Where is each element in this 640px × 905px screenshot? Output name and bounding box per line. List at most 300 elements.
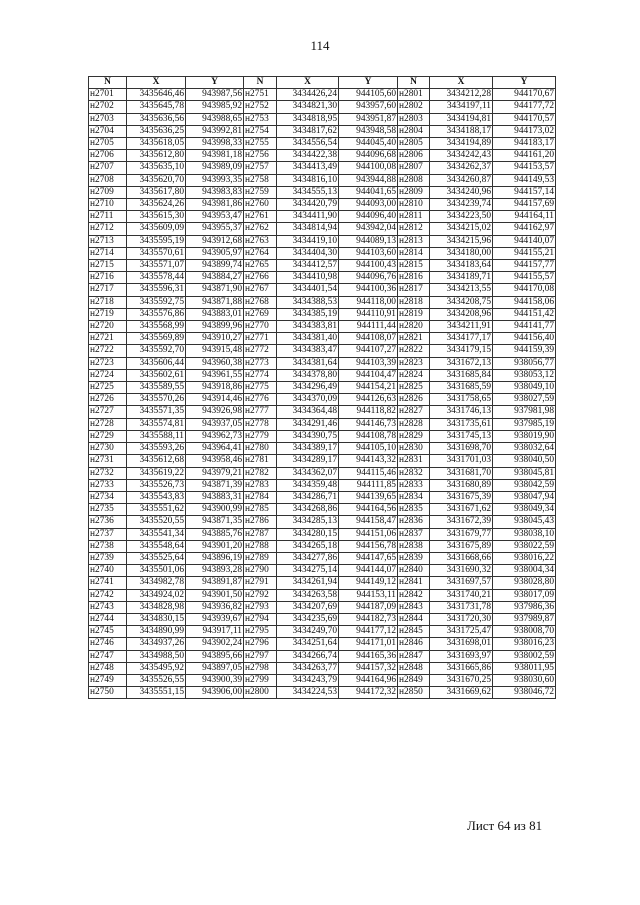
table-row bbox=[89, 687, 556, 699]
table-row bbox=[89, 443, 556, 455]
cell-x-value: 3435612,80 bbox=[127, 150, 186, 162]
table-row bbox=[89, 577, 556, 589]
cell-point-id: н2726 bbox=[89, 394, 127, 406]
cell-x-value: 3431665,86 bbox=[430, 662, 493, 674]
cell-x-value: 3434263,77 bbox=[277, 662, 339, 674]
cell-point-id: н2706 bbox=[89, 150, 127, 162]
cell-point-id: н2783 bbox=[244, 479, 277, 491]
cell-point-id: н2842 bbox=[398, 589, 430, 601]
cell-point-id: н2712 bbox=[89, 223, 127, 235]
cell-x-value: 3435593,26 bbox=[127, 443, 186, 455]
cell-point-id: н2745 bbox=[89, 626, 127, 638]
cell-y-value: 938049,34 bbox=[493, 504, 556, 516]
cell-point-id: н2834 bbox=[398, 491, 430, 503]
cell-y-value: 944164,96 bbox=[339, 674, 398, 686]
cell-point-id: н2754 bbox=[244, 125, 277, 137]
cell-y-value: 944164,56 bbox=[339, 504, 398, 516]
cell-point-id: н2830 bbox=[398, 443, 430, 455]
cell-point-id: н2810 bbox=[398, 199, 430, 211]
cell-point-id: н2846 bbox=[398, 638, 430, 650]
cell-y-value: 943953,47 bbox=[186, 211, 244, 223]
cell-x-value: 3435636,56 bbox=[127, 113, 186, 125]
table-row bbox=[89, 650, 556, 662]
cell-point-id: н2719 bbox=[89, 308, 127, 320]
column-header-n: N bbox=[398, 77, 430, 89]
cell-point-id: н2759 bbox=[244, 186, 277, 198]
column-header-n: N bbox=[244, 77, 277, 89]
table-row bbox=[89, 186, 556, 198]
cell-x-value: 3431725,47 bbox=[430, 626, 493, 638]
cell-y-value: 944096,68 bbox=[339, 150, 398, 162]
cell-x-value: 3434404,30 bbox=[277, 247, 339, 259]
cell-point-id: н2746 bbox=[89, 638, 127, 650]
cell-y-value: 943939,67 bbox=[186, 613, 244, 625]
cell-point-id: н2806 bbox=[398, 150, 430, 162]
cell-y-value: 944103,39 bbox=[339, 357, 398, 369]
cell-y-value: 944157,32 bbox=[339, 662, 398, 674]
table-row bbox=[89, 321, 556, 333]
cell-y-value: 944110,91 bbox=[339, 308, 398, 320]
cell-point-id: н2741 bbox=[89, 577, 127, 589]
cell-x-value: 3435571,35 bbox=[127, 406, 186, 418]
cell-point-id: н2710 bbox=[89, 199, 127, 211]
cell-x-value: 3434177,17 bbox=[430, 333, 493, 345]
cell-x-value: 3434194,89 bbox=[430, 138, 493, 150]
cell-x-value: 3434381,64 bbox=[277, 357, 339, 369]
cell-y-value: 943993,35 bbox=[186, 174, 244, 186]
cell-point-id: н2770 bbox=[244, 321, 277, 333]
cell-x-value: 3434389,17 bbox=[277, 443, 339, 455]
cell-y-value: 944105,10 bbox=[339, 443, 398, 455]
cell-point-id: н2748 bbox=[89, 662, 127, 674]
cell-point-id: н2822 bbox=[398, 345, 430, 357]
page-number: 114 bbox=[310, 38, 330, 53]
cell-point-id: н2737 bbox=[89, 528, 127, 540]
cell-x-value: 3434243,79 bbox=[277, 674, 339, 686]
cell-x-value: 3435596,31 bbox=[127, 284, 186, 296]
cell-point-id: н2733 bbox=[89, 479, 127, 491]
cell-y-value: 937981,98 bbox=[493, 406, 556, 418]
cell-y-value: 943896,19 bbox=[186, 552, 244, 564]
cell-point-id: н2735 bbox=[89, 504, 127, 516]
cell-x-value: 3435609,09 bbox=[127, 223, 186, 235]
cell-point-id: н2833 bbox=[398, 479, 430, 491]
cell-y-value: 944118,82 bbox=[339, 406, 398, 418]
cell-y-value: 943983,83 bbox=[186, 186, 244, 198]
cell-point-id: н2723 bbox=[89, 357, 127, 369]
cell-point-id: н2762 bbox=[244, 223, 277, 235]
cell-point-id: н2743 bbox=[89, 601, 127, 613]
cell-y-value: 944147,65 bbox=[339, 552, 398, 564]
cell-x-value: 3434251,64 bbox=[277, 638, 339, 650]
cell-x-value: 3434266,74 bbox=[277, 650, 339, 662]
cell-point-id: н2813 bbox=[398, 235, 430, 247]
cell-y-value: 943985,92 bbox=[186, 101, 244, 113]
cell-point-id: н2730 bbox=[89, 443, 127, 455]
cell-point-id: н2705 bbox=[89, 138, 127, 150]
cell-x-value: 3434235,69 bbox=[277, 613, 339, 625]
column-header-y: Y bbox=[493, 77, 556, 89]
cell-y-value: 944158,47 bbox=[339, 516, 398, 528]
cell-x-value: 3434212,28 bbox=[430, 89, 493, 101]
cell-x-value: 3434890,99 bbox=[127, 626, 186, 638]
cell-x-value: 3431698,01 bbox=[430, 638, 493, 650]
cell-y-value: 944182,73 bbox=[339, 613, 398, 625]
table-row bbox=[89, 504, 556, 516]
cell-point-id: н2797 bbox=[244, 650, 277, 662]
cell-point-id: н2709 bbox=[89, 186, 127, 198]
table-row bbox=[89, 138, 556, 150]
cell-x-value: 3434207,69 bbox=[277, 601, 339, 613]
cell-point-id: н2804 bbox=[398, 125, 430, 137]
cell-point-id: н2812 bbox=[398, 223, 430, 235]
cell-y-value: 943899,96 bbox=[186, 321, 244, 333]
cell-y-value: 944151,06 bbox=[339, 528, 398, 540]
cell-y-value: 938047,94 bbox=[493, 491, 556, 503]
table-row bbox=[89, 516, 556, 528]
cell-point-id: н2711 bbox=[89, 211, 127, 223]
cell-x-value: 3435589,55 bbox=[127, 382, 186, 394]
cell-point-id: н2771 bbox=[244, 333, 277, 345]
cell-point-id: н2828 bbox=[398, 418, 430, 430]
cell-x-value: 3431701,03 bbox=[430, 455, 493, 467]
cell-x-value: 3434388,53 bbox=[277, 296, 339, 308]
cell-point-id: н2742 bbox=[89, 589, 127, 601]
table-row bbox=[89, 272, 556, 284]
cell-x-value: 3434208,96 bbox=[430, 308, 493, 320]
table-row bbox=[89, 552, 556, 564]
cell-x-value: 3434420,79 bbox=[277, 199, 339, 211]
cell-y-value: 943962,73 bbox=[186, 430, 244, 442]
cell-y-value: 943895,66 bbox=[186, 650, 244, 662]
cell-y-value: 943893,28 bbox=[186, 565, 244, 577]
cell-point-id: н2752 bbox=[244, 101, 277, 113]
cell-y-value: 944045,40 bbox=[339, 138, 398, 150]
cell-y-value: 944107,27 bbox=[339, 345, 398, 357]
cell-point-id: н2815 bbox=[398, 260, 430, 272]
cell-point-id: н2803 bbox=[398, 113, 430, 125]
cell-x-value: 3431693,97 bbox=[430, 650, 493, 662]
cell-x-value: 3435612,68 bbox=[127, 455, 186, 467]
cell-y-value: 938030,60 bbox=[493, 674, 556, 686]
cell-y-value: 943871,39 bbox=[186, 479, 244, 491]
cell-x-value: 3435606,44 bbox=[127, 357, 186, 369]
cell-point-id: н2738 bbox=[89, 540, 127, 552]
cell-y-value: 944096,40 bbox=[339, 211, 398, 223]
cell-y-value: 944164,11 bbox=[493, 211, 556, 223]
cell-point-id: н2802 bbox=[398, 101, 430, 113]
cell-point-id: н2740 bbox=[89, 565, 127, 577]
cell-y-value: 943891,87 bbox=[186, 577, 244, 589]
cell-x-value: 3434262,37 bbox=[430, 162, 493, 174]
cell-y-value: 943958,46 bbox=[186, 455, 244, 467]
cell-y-value: 944105,60 bbox=[339, 89, 398, 101]
cell-y-value: 938056,77 bbox=[493, 357, 556, 369]
cell-y-value: 944143,32 bbox=[339, 455, 398, 467]
cell-y-value: 938027,59 bbox=[493, 394, 556, 406]
cell-x-value: 3431740,21 bbox=[430, 589, 493, 601]
cell-point-id: н2750 bbox=[89, 687, 127, 699]
cell-point-id: н2773 bbox=[244, 357, 277, 369]
cell-point-id: н2808 bbox=[398, 174, 430, 186]
cell-point-id: н2720 bbox=[89, 321, 127, 333]
cell-x-value: 3434821,30 bbox=[277, 101, 339, 113]
cell-x-value: 3434390,75 bbox=[277, 430, 339, 442]
cell-x-value: 3431746,13 bbox=[430, 406, 493, 418]
cell-point-id: н2836 bbox=[398, 516, 430, 528]
cell-x-value: 3435541,34 bbox=[127, 528, 186, 540]
cell-point-id: н2772 bbox=[244, 345, 277, 357]
cell-y-value: 943979,21 bbox=[186, 467, 244, 479]
sheet-counter: Лист 64 из 81 bbox=[467, 818, 543, 833]
cell-y-value: 944096,76 bbox=[339, 272, 398, 284]
cell-x-value: 3435570,61 bbox=[127, 247, 186, 259]
cell-point-id: н2837 bbox=[398, 528, 430, 540]
cell-x-value: 3434412,57 bbox=[277, 260, 339, 272]
cell-y-value: 944089,13 bbox=[339, 235, 398, 247]
cell-y-value: 938004,34 bbox=[493, 565, 556, 577]
cell-y-value: 938053,12 bbox=[493, 369, 556, 381]
column-header-x: X bbox=[277, 77, 339, 89]
cell-point-id: н2727 bbox=[89, 406, 127, 418]
cell-x-value: 3434179,15 bbox=[430, 345, 493, 357]
cell-point-id: н2831 bbox=[398, 455, 430, 467]
table-row bbox=[89, 491, 556, 503]
cell-y-value: 943998,33 bbox=[186, 138, 244, 150]
cell-point-id: н2766 bbox=[244, 272, 277, 284]
cell-point-id: н2819 bbox=[398, 308, 430, 320]
cell-point-id: н2847 bbox=[398, 650, 430, 662]
cell-x-value: 3434277,86 bbox=[277, 552, 339, 564]
cell-x-value: 3431668,66 bbox=[430, 552, 493, 564]
cell-point-id: н2717 bbox=[89, 284, 127, 296]
cell-y-value: 943937,05 bbox=[186, 418, 244, 430]
cell-y-value: 943910,27 bbox=[186, 333, 244, 345]
cell-point-id: н2809 bbox=[398, 186, 430, 198]
cell-y-value: 943981,86 bbox=[186, 199, 244, 211]
cell-x-value: 3434816,10 bbox=[277, 174, 339, 186]
cell-point-id: н2744 bbox=[89, 613, 127, 625]
cell-x-value: 3434240,96 bbox=[430, 186, 493, 198]
cell-x-value: 3434364,48 bbox=[277, 406, 339, 418]
cell-y-value: 944108,78 bbox=[339, 430, 398, 442]
cell-x-value: 3435568,99 bbox=[127, 321, 186, 333]
cell-point-id: н2724 bbox=[89, 369, 127, 381]
cell-y-value: 943936,82 bbox=[186, 601, 244, 613]
cell-y-value: 943901,50 bbox=[186, 589, 244, 601]
cell-y-value: 943961,55 bbox=[186, 369, 244, 381]
table-row bbox=[89, 638, 556, 650]
cell-x-value: 3434275,14 bbox=[277, 565, 339, 577]
cell-point-id: н2704 bbox=[89, 125, 127, 137]
table-row bbox=[89, 150, 556, 162]
cell-point-id: н2818 bbox=[398, 296, 430, 308]
cell-point-id: н2794 bbox=[244, 613, 277, 625]
cell-y-value: 944154,21 bbox=[339, 382, 398, 394]
cell-x-value: 3434370,09 bbox=[277, 394, 339, 406]
column-header-n: N bbox=[89, 77, 127, 89]
cell-point-id: н2739 bbox=[89, 552, 127, 564]
cell-point-id: н2787 bbox=[244, 528, 277, 540]
cell-y-value: 943883,01 bbox=[186, 308, 244, 320]
cell-point-id: н2848 bbox=[398, 662, 430, 674]
cell-x-value: 3435576,86 bbox=[127, 308, 186, 320]
cell-x-value: 3434381,40 bbox=[277, 333, 339, 345]
table-row bbox=[89, 89, 556, 101]
cell-point-id: н2718 bbox=[89, 296, 127, 308]
cell-x-value: 3434401,54 bbox=[277, 284, 339, 296]
cell-x-value: 3434280,15 bbox=[277, 528, 339, 540]
table-row bbox=[89, 199, 556, 211]
cell-point-id: н2716 bbox=[89, 272, 127, 284]
cell-point-id: н2714 bbox=[89, 247, 127, 259]
cell-y-value: 944126,63 bbox=[339, 394, 398, 406]
cell-point-id: н2751 bbox=[244, 89, 277, 101]
cell-point-id: н2784 bbox=[244, 491, 277, 503]
cell-point-id: н2824 bbox=[398, 369, 430, 381]
cell-x-value: 3434194,81 bbox=[430, 113, 493, 125]
cell-y-value: 943883,31 bbox=[186, 491, 244, 503]
table-row bbox=[89, 467, 556, 479]
cell-y-value: 943992,81 bbox=[186, 125, 244, 137]
cell-y-value: 938045,43 bbox=[493, 516, 556, 528]
cell-y-value: 943899,74 bbox=[186, 260, 244, 272]
cell-y-value: 943902,24 bbox=[186, 638, 244, 650]
cell-y-value: 938011,95 bbox=[493, 662, 556, 674]
cell-y-value: 943948,58 bbox=[339, 125, 398, 137]
cell-x-value: 3435578,44 bbox=[127, 272, 186, 284]
cell-x-value: 3434818,95 bbox=[277, 113, 339, 125]
cell-y-value: 944157,14 bbox=[493, 186, 556, 198]
cell-y-value: 943988,65 bbox=[186, 113, 244, 125]
cell-x-value: 3435525,64 bbox=[127, 552, 186, 564]
cell-point-id: н2715 bbox=[89, 260, 127, 272]
cell-y-value: 944177,72 bbox=[493, 101, 556, 113]
cell-point-id: н2777 bbox=[244, 406, 277, 418]
cell-x-value: 3434556,54 bbox=[277, 138, 339, 150]
cell-x-value: 3434413,49 bbox=[277, 162, 339, 174]
cell-y-value: 944159,39 bbox=[493, 345, 556, 357]
cell-y-value: 943885,76 bbox=[186, 528, 244, 540]
cell-x-value: 3434830,15 bbox=[127, 613, 186, 625]
cell-point-id: н2844 bbox=[398, 613, 430, 625]
cell-x-value: 3435624,26 bbox=[127, 199, 186, 211]
cell-point-id: н2814 bbox=[398, 247, 430, 259]
cell-x-value: 3434828,98 bbox=[127, 601, 186, 613]
cell-y-value: 943871,90 bbox=[186, 284, 244, 296]
cell-x-value: 3431745,13 bbox=[430, 430, 493, 442]
table-row bbox=[89, 101, 556, 113]
cell-y-value: 944149,53 bbox=[493, 174, 556, 186]
cell-point-id: н2722 bbox=[89, 345, 127, 357]
cell-x-value: 3434411,90 bbox=[277, 211, 339, 223]
cell-y-value: 943989,09 bbox=[186, 162, 244, 174]
cell-x-value: 3434265,18 bbox=[277, 540, 339, 552]
cell-point-id: н2838 bbox=[398, 540, 430, 552]
table-row bbox=[89, 674, 556, 686]
cell-y-value: 944156,78 bbox=[339, 540, 398, 552]
cell-y-value: 943912,68 bbox=[186, 235, 244, 247]
cell-point-id: н2757 bbox=[244, 162, 277, 174]
cell-point-id: н2776 bbox=[244, 394, 277, 406]
cell-x-value: 3434197,11 bbox=[430, 101, 493, 113]
cell-x-value: 3435543,83 bbox=[127, 491, 186, 503]
cell-point-id: н2767 bbox=[244, 284, 277, 296]
cell-y-value: 943942,04 bbox=[339, 223, 398, 235]
cell-y-value: 944093,00 bbox=[339, 199, 398, 211]
cell-x-value: 3435569,89 bbox=[127, 333, 186, 345]
cell-y-value: 938040,50 bbox=[493, 455, 556, 467]
cell-y-value: 938042,59 bbox=[493, 479, 556, 491]
cell-x-value: 3434189,71 bbox=[430, 272, 493, 284]
cell-x-value: 3435620,70 bbox=[127, 174, 186, 186]
cell-y-value: 943987,56 bbox=[186, 89, 244, 101]
cell-y-value: 938038,10 bbox=[493, 528, 556, 540]
table-row bbox=[89, 455, 556, 467]
table-row bbox=[89, 174, 556, 186]
table-row bbox=[89, 540, 556, 552]
cell-x-value: 3435646,46 bbox=[127, 89, 186, 101]
cell-y-value: 944161,20 bbox=[493, 150, 556, 162]
cell-point-id: н2731 bbox=[89, 455, 127, 467]
table-row bbox=[89, 601, 556, 613]
cell-y-value: 944115,46 bbox=[339, 467, 398, 479]
cell-y-value: 944100,36 bbox=[339, 284, 398, 296]
coordinates-table bbox=[88, 76, 556, 699]
cell-y-value: 944118,00 bbox=[339, 296, 398, 308]
cell-point-id: н2765 bbox=[244, 260, 277, 272]
cell-x-value: 3434268,86 bbox=[277, 504, 339, 516]
cell-x-value: 3435636,25 bbox=[127, 125, 186, 137]
cell-y-value: 944171,01 bbox=[339, 638, 398, 650]
cell-y-value: 938049,10 bbox=[493, 382, 556, 394]
cell-point-id: н2728 bbox=[89, 418, 127, 430]
cell-x-value: 3434211,91 bbox=[430, 321, 493, 333]
cell-point-id: н2843 bbox=[398, 601, 430, 613]
cell-x-value: 3434291,46 bbox=[277, 418, 339, 430]
cell-x-value: 3435574,81 bbox=[127, 418, 186, 430]
cell-x-value: 3431685,84 bbox=[430, 369, 493, 381]
cell-point-id: н2732 bbox=[89, 467, 127, 479]
cell-y-value: 943906,00 bbox=[186, 687, 244, 699]
cell-x-value: 3431690,32 bbox=[430, 565, 493, 577]
cell-y-value: 943981,18 bbox=[186, 150, 244, 162]
cell-x-value: 3431679,77 bbox=[430, 528, 493, 540]
cell-y-value: 944187,09 bbox=[339, 601, 398, 613]
cell-point-id: н2702 bbox=[89, 101, 127, 113]
cell-x-value: 3434224,53 bbox=[277, 687, 339, 699]
cell-point-id: н2800 bbox=[244, 687, 277, 699]
cell-point-id: н2821 bbox=[398, 333, 430, 345]
cell-x-value: 3435602,61 bbox=[127, 369, 186, 381]
cell-point-id: н2841 bbox=[398, 577, 430, 589]
cell-x-value: 3434215,02 bbox=[430, 223, 493, 235]
cell-x-value: 3431675,89 bbox=[430, 540, 493, 552]
cell-point-id: н2823 bbox=[398, 357, 430, 369]
table-row bbox=[89, 260, 556, 272]
cell-point-id: н2798 bbox=[244, 662, 277, 674]
cell-point-id: н2755 bbox=[244, 138, 277, 150]
cell-point-id: н2801 bbox=[398, 89, 430, 101]
cell-y-value: 943944,88 bbox=[339, 174, 398, 186]
cell-point-id: н2756 bbox=[244, 150, 277, 162]
cell-x-value: 3431671,62 bbox=[430, 504, 493, 516]
cell-x-value: 3434183,64 bbox=[430, 260, 493, 272]
table-row bbox=[89, 235, 556, 247]
cell-y-value: 944141,77 bbox=[493, 321, 556, 333]
cell-x-value: 3434982,78 bbox=[127, 577, 186, 589]
cell-y-value: 944172,32 bbox=[339, 687, 398, 699]
